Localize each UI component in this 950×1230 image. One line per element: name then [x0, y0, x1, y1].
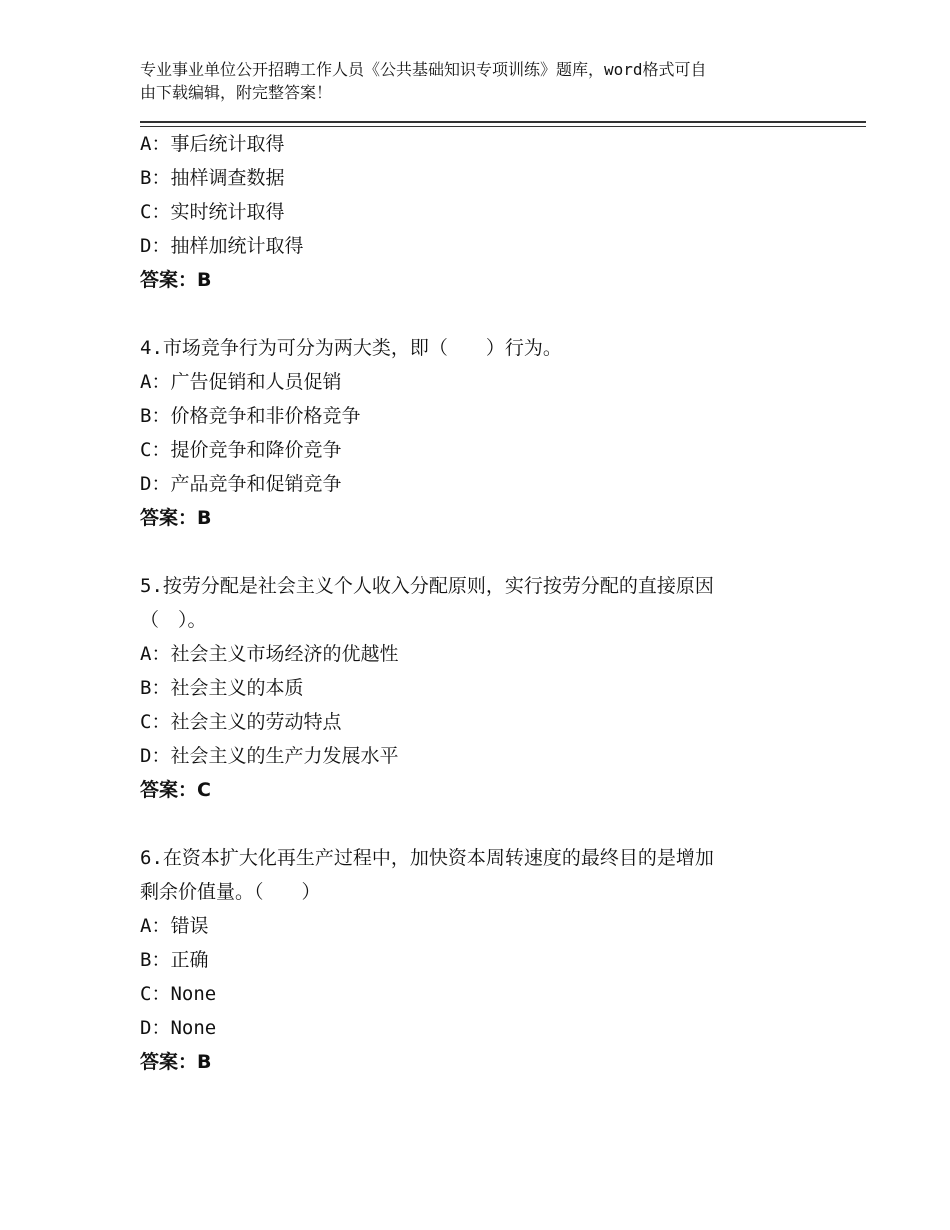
answer: 答案：B: [140, 507, 212, 529]
option-c: C：None: [140, 983, 217, 1005]
answer: 答案：C: [140, 779, 211, 801]
option-a: A：社会主义市场经济的优越性: [140, 643, 399, 665]
question-4: [140, 331, 840, 535]
option-a: A：事后统计取得: [140, 133, 285, 155]
question-6: [140, 841, 840, 1079]
option-b: B：价格竞争和非价格竞争: [140, 405, 361, 427]
question-stem-line-2: （ ）。: [140, 609, 207, 631]
option-c: C：实时统计取得: [140, 201, 285, 223]
option-c: C：提价竞争和降价竞争: [140, 439, 342, 461]
option-d: D：产品竞争和促销竞争: [140, 473, 342, 495]
question-3: [140, 127, 840, 297]
question-list: [140, 127, 840, 1079]
document-header: [140, 58, 810, 104]
option-c: C：社会主义的劳动特点: [140, 711, 342, 733]
answer: 答案：B: [140, 269, 212, 291]
question-stem-line-2: 剩余价值量。（ ）: [140, 881, 321, 903]
option-d: D：抽样加统计取得: [140, 235, 304, 257]
question-stem: 4.市场竞争行为可分为两大类，即（ ）行为。: [140, 337, 562, 359]
question-stem-line-1: 5.按劳分配是社会主义个人收入分配原则，实行按劳分配的直接原因: [140, 575, 714, 597]
option-d: D：社会主义的生产力发展水平: [140, 745, 399, 767]
option-b: B：抽样调查数据: [140, 167, 285, 189]
question-5: [140, 569, 840, 807]
option-a: A：错误: [140, 915, 209, 937]
option-b: B：社会主义的本质: [140, 677, 304, 699]
option-a: A：广告促销和人员促销: [140, 371, 342, 393]
header-line-2: 由下载编辑，附完整答案！: [140, 83, 333, 102]
header-rule-thick: [140, 121, 866, 123]
option-d: D：None: [140, 1017, 217, 1039]
header-line-1: 专业事业单位公开招聘工作人员《公共基础知识专项训练》题库，word格式可自: [140, 60, 707, 79]
option-b: B：正确: [140, 949, 209, 971]
answer: 答案：B: [140, 1051, 212, 1073]
question-stem-line-1: 6.在资本扩大化再生产过程中，加快资本周转速度的最终目的是增加: [140, 847, 714, 869]
